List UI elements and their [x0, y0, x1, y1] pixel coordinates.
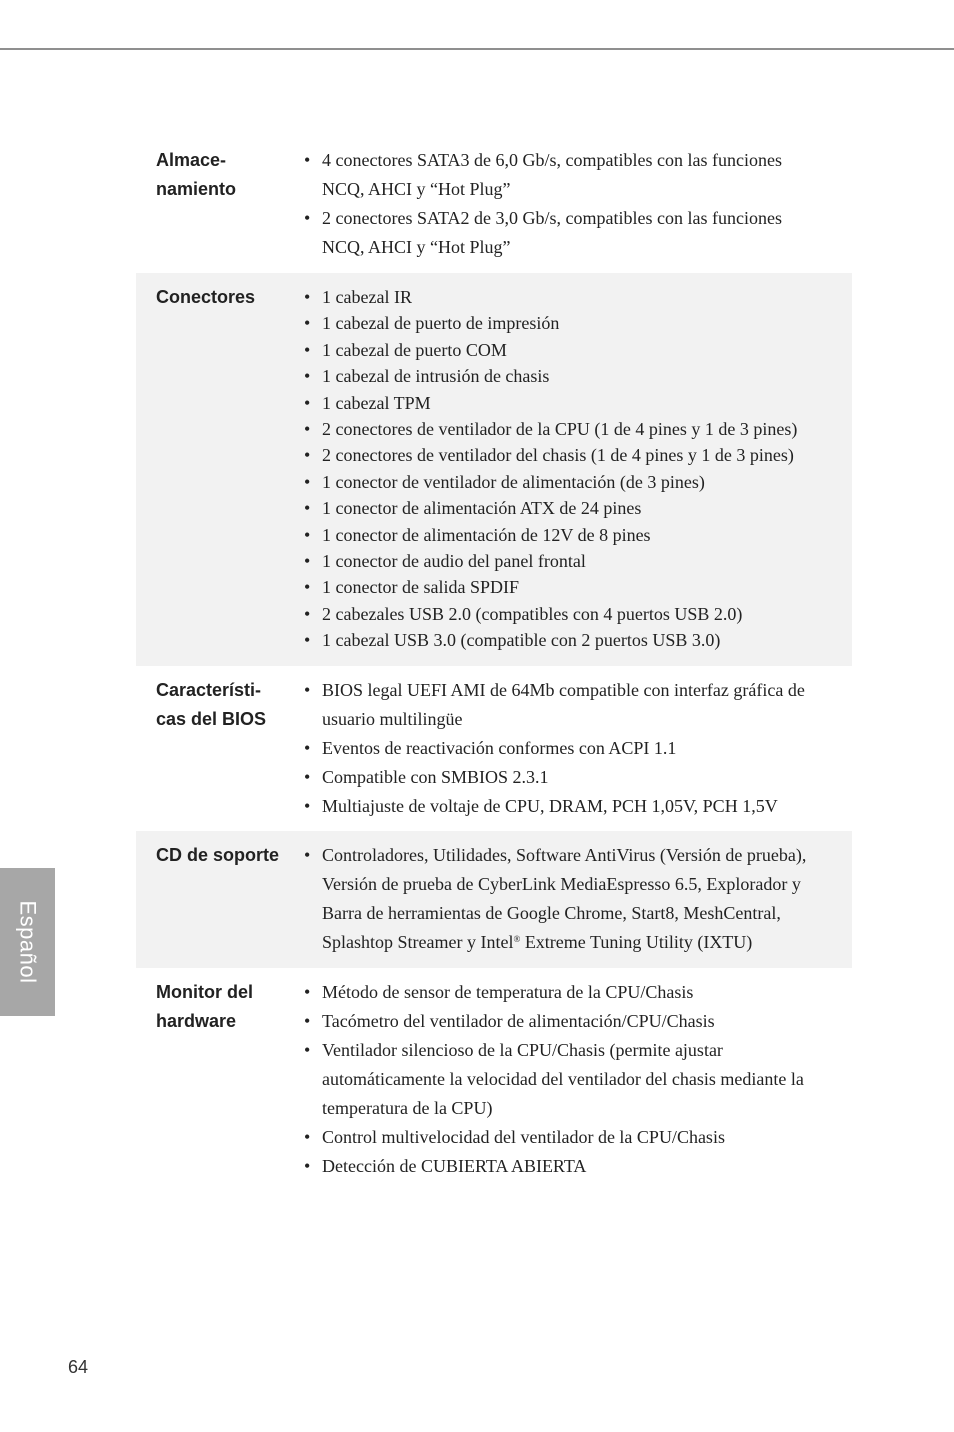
item-text: Controladores, Utilidades, Software AntiVirus (Versión de prueba), Versión de prueba de CyberLink MediaEspresso 6.5, Explorador y Barra de herramientas de Google Chrome, Start8, MeshCentral, Splashtop Streamer y Intel: [322, 844, 807, 952]
list-item: • 1 cabezal de intrusión de chasis: [302, 363, 822, 389]
list-item: • 1 conector de ventilador de alimentación (de 3 pines): [302, 469, 822, 495]
list-item: • 1 conector de salida SPDIF: [302, 574, 822, 600]
row-label: [136, 284, 302, 654]
list-item: • BIOS legal UEFI AMI de 64Mb compatible con interfaz gráfica de usuario multilingüe: [302, 676, 822, 734]
spec-table: [136, 138, 852, 1191]
row-label-line: hardware: [156, 1010, 237, 1031]
list-item: • 1 conector de alimentación de 12V de 8 pines: [302, 522, 822, 548]
row-bios: [136, 666, 852, 831]
list-item: • Método de sensor de temperatura de la CPU/Chasis: [302, 978, 822, 1007]
row-label: [136, 841, 302, 957]
row-almacenamiento: [136, 138, 852, 273]
list-item: • 1 cabezal TPM: [302, 390, 822, 416]
list-item: • 1 cabezal USB 3.0 (compatible con 2 puertos USB 3.0): [302, 627, 822, 653]
row-cd-soporte: [136, 831, 852, 968]
list-item: • 1 cabezal IR: [302, 284, 822, 310]
list-item: • Tacómetro del ventilador de alimentación/CPU/Chasis: [302, 1007, 822, 1036]
list-item: • 1 conector de audio del panel frontal: [302, 548, 822, 574]
list-item: • Ventilador silencioso de la CPU/Chasis (permite ajustar automáticamente la velocidad del ventilador del chasis mediante la temperatura de la CPU): [302, 1036, 822, 1123]
list-item: • 4 conectores SATA3 de 6,0 Gb/s, compatibles con las funciones NCQ, AHCI y “Hot Plug”: [302, 146, 822, 204]
registered-mark: ®: [513, 933, 521, 944]
list-item: • 2 conectores de ventilador del chasis (1 de 4 pines y 1 de 3 pines): [302, 442, 822, 468]
language-tab: [0, 868, 55, 1016]
list-item: [302, 841, 822, 957]
list-item: • 1 cabezal de puerto COM: [302, 337, 822, 363]
row-label: [136, 146, 302, 262]
item-list: [302, 978, 822, 1181]
list-item: • 1 cabezal de puerto de impresión: [302, 310, 822, 336]
list-item: • Control multivelocidad del ventilador de la CPU/Chasis: [302, 1123, 822, 1152]
list-item: • 1 conector de alimentación ATX de 24 pines: [302, 495, 822, 521]
language-tab-label: Español: [15, 900, 41, 984]
row-label: [136, 676, 302, 821]
list-item: • 2 conectores SATA2 de 3,0 Gb/s, compatibles con las funciones NCQ, AHCI y “Hot Plug”: [302, 204, 822, 262]
row-label-line: CD de soporte: [156, 844, 280, 865]
item-text-tail: Extreme Tuning Utility (IXTU): [520, 931, 753, 952]
list-item: • Eventos de reactivación conformes con ACPI 1.1: [302, 734, 822, 763]
row-conectores: [136, 273, 852, 666]
list-item: • 2 cabezales USB 2.0 (compatibles con 4 puertos USB 2.0): [302, 601, 822, 627]
item-list: [302, 146, 822, 262]
header-rule: [0, 48, 954, 50]
row-label-line: Característi-: [156, 679, 262, 700]
list-item: • Multiajuste de voltaje de CPU, DRAM, PCH 1,05V, PCH 1,5V: [302, 792, 822, 821]
row-label-line: Almace-: [156, 150, 227, 170]
row-label-line: cas del BIOS: [156, 708, 267, 729]
item-list: [302, 841, 822, 957]
row-label: [136, 978, 302, 1181]
list-item: • 2 conectores de ventilador de la CPU (1 de 4 pines y 1 de 3 pines): [302, 416, 822, 442]
row-label-line: Monitor del: [156, 981, 253, 1002]
row-monitor-hardware: [136, 968, 852, 1191]
row-label-line: Conectores: [156, 287, 256, 307]
page-number: 64: [68, 1357, 89, 1377]
list-item: • Detección de CUBIERTA ABIERTA: [302, 1152, 822, 1181]
row-label-line: namiento: [156, 179, 237, 199]
list-item: • Compatible con SMBIOS 2.3.1: [302, 763, 822, 792]
item-list: [302, 676, 822, 821]
item-list: [302, 284, 822, 654]
